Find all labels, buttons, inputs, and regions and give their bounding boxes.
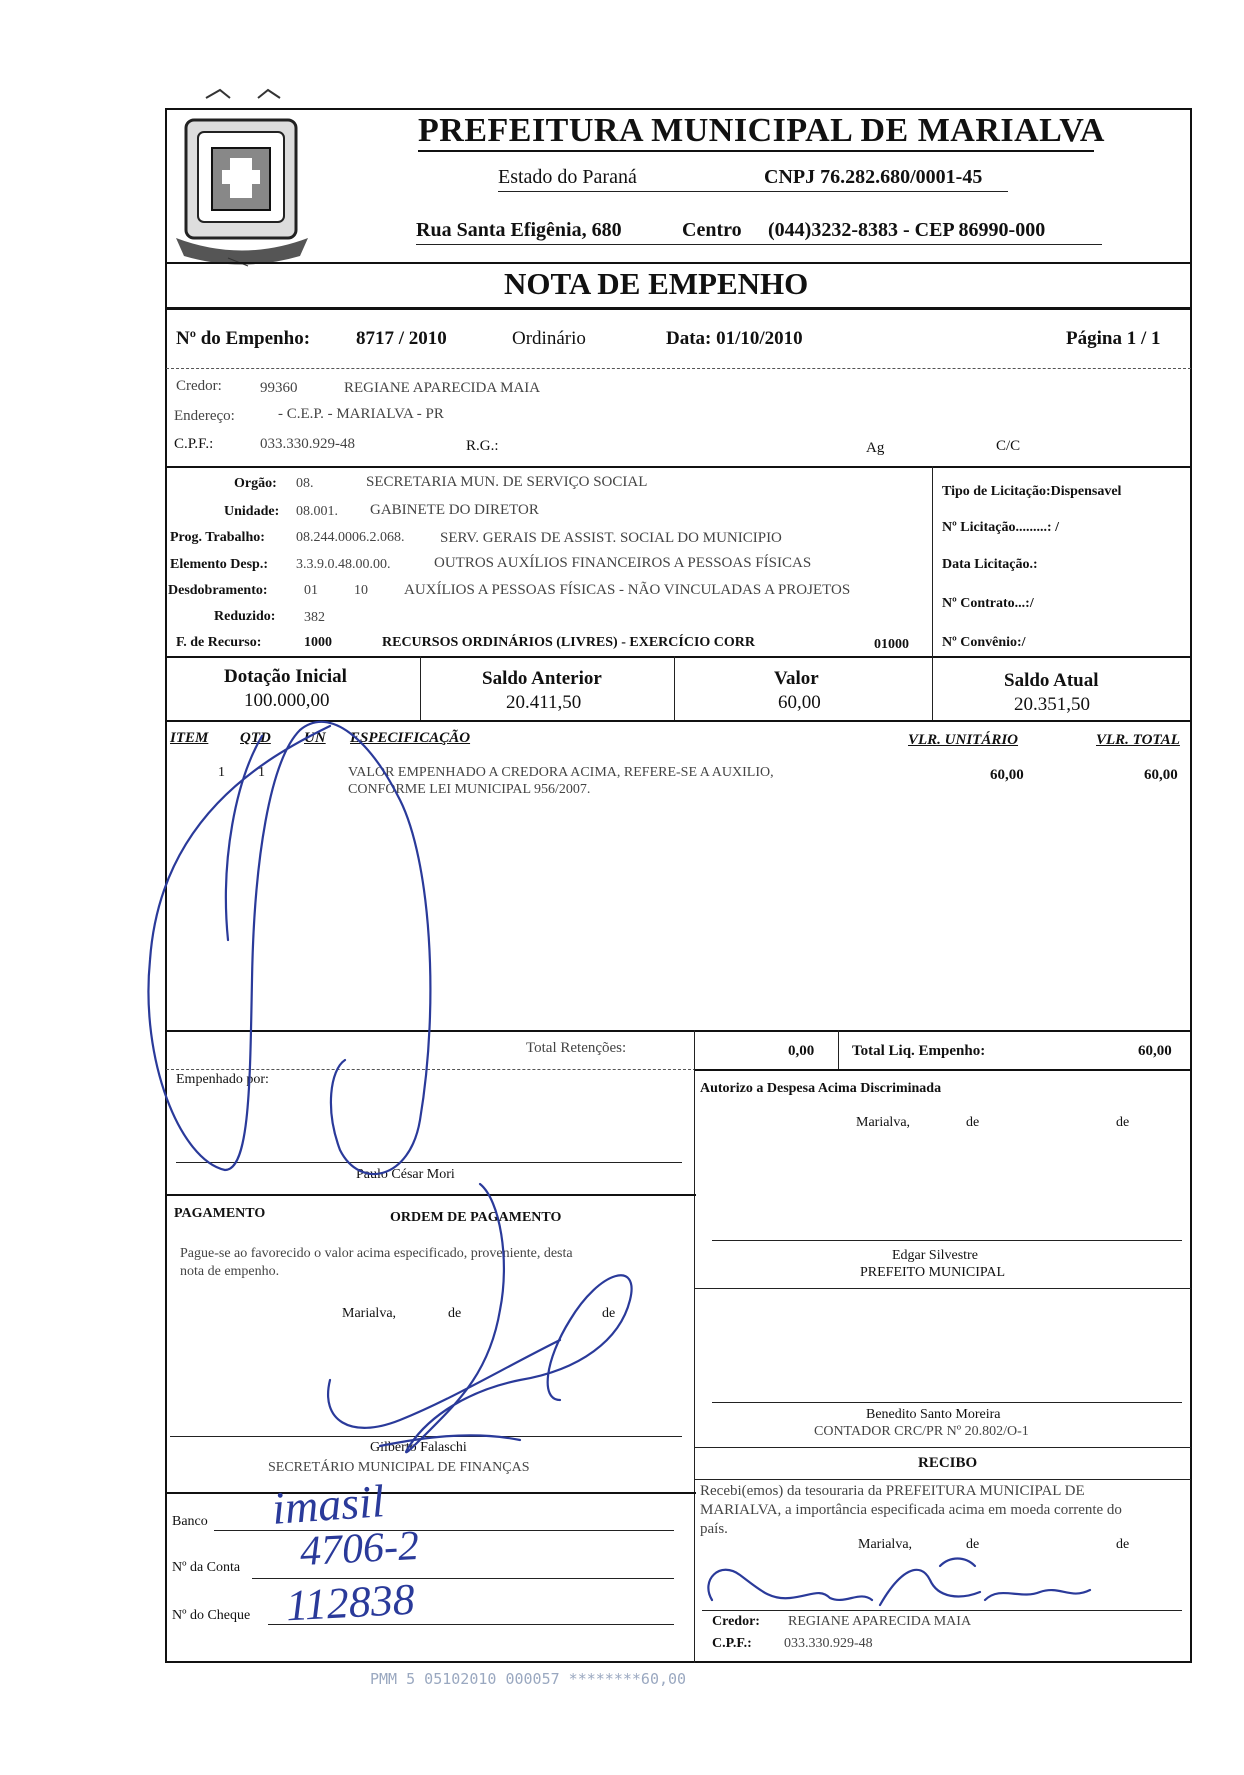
document-title: NOTA DE EMPENHO [504,266,809,301]
tipo-licitacao: Tipo de Licitação:Dispensavel [942,484,1122,499]
data-licitacao: Data Licitação.: [942,557,1038,572]
empenho-type: Ordinário [512,328,586,349]
cheque-label: Nº do Cheque [172,1608,251,1623]
page-number: Página 1 / 1 [1066,328,1161,349]
valor-label: Valor [774,668,819,689]
column-total-value: VLR. TOTAL [1096,732,1180,748]
endereco-label: Endereço: [174,408,235,424]
account-label: C/C [996,438,1021,454]
recibo-cpf-value: 033.330.929-48 [784,1636,873,1651]
pagamento-city: Marialva, [342,1306,397,1321]
coat-of-arms-logo [168,88,316,268]
total-liquido-value: 60,00 [1138,1043,1172,1059]
agency-label: Ag [866,440,885,456]
ordem-pagamento-title: ORDEM DE PAGAMENTO [390,1210,562,1225]
pagamento-de2: de [602,1306,616,1321]
pagamento-text-line1: Pague-se ao favorecido o valor acima especificado, proveniente, desta [180,1246,573,1261]
numero-convenio: Nº Convênio:/ [942,635,1026,650]
dotacao-inicial-label: Dotação Inicial [224,666,347,687]
saldo-atual-value: 20.351,50 [1014,694,1090,715]
total-retencoes-value: 0,00 [788,1043,815,1059]
row-qtd: 1 [258,765,265,780]
saldo-atual-label: Saldo Atual [1004,670,1099,691]
autorizo-de1: de [966,1115,980,1130]
valor-value: 60,00 [778,692,821,713]
recurso-code2: 01000 [874,637,909,652]
cpf-label: C.P.F.: [174,436,214,452]
row-spec-line2: CONFORME LEI MUNICIPAL 956/2007. [348,782,591,797]
autorizo-title: Autorizo a Despesa Acima Discriminada [700,1081,942,1096]
empenho-number-label: Nº do Empenho: [176,328,311,349]
recibo-text-line3: país. [700,1521,728,1537]
recibo-cpf-label: C.P.F.: [712,1636,752,1651]
column-unit-value: VLR. UNITÁRIO [908,732,1019,748]
elemento-desc: OUTROS AUXÍLIOS FINANCEIROS A PESSOAS FÍSICAS [434,555,812,571]
prog-trabalho-code: 08.244.0006.2.068. [296,530,405,545]
recurso-code: 1000 [304,635,332,650]
contador-name: Benedito Santo Moreira [866,1407,1001,1422]
recibo-title: RECIBO [918,1455,978,1471]
desdobramento-desc: AUXÍLIOS A PESSOAS FÍSICAS - NÃO VINCULADAS A PROJETOS [404,582,851,598]
endereco: - C.E.P. - MARIALVA - PR [278,406,444,422]
empenho-date: Data: 01/10/2010 [666,328,803,349]
empenhado-por-name: Paulo César Mori [356,1167,455,1182]
column-un: UN [304,730,326,746]
saldo-anterior-value: 20.411,50 [506,692,582,713]
empenhado-por-label: Empenhado por: [176,1072,269,1087]
desdobramento-code1: 01 [304,583,318,598]
handwritten-bank: imasil [270,1475,387,1534]
footer-stamp: PMM 5 05102010 000057 ********60,00 [370,1670,687,1688]
row-item: 1 [218,765,225,780]
phone-cep: (044)3232-8383 - CEP 86990-000 [768,219,1046,241]
autorizo-city: Marialva, [856,1115,911,1130]
prefeito-role: PREFEITO MUNICIPAL [860,1265,1006,1280]
orgao-label: Orgão: [234,476,277,491]
empenho-number: 8717 / 2010 [356,328,447,349]
credor-name: REGIANE APARECIDA MAIA [344,380,541,396]
municipality-title: PREFEITURA MUNICIPAL DE MARIALVA [418,112,1105,149]
recurso-label: F. de Recurso: [176,635,262,650]
district: Centro [682,219,742,241]
total-retencoes-label: Total Retenções: [526,1040,627,1056]
desdobramento-label: Desdobramento: [168,583,268,598]
saldo-anterior-label: Saldo Anterior [482,668,602,689]
cnpj: CNPJ 76.282.680/0001-45 [764,166,983,188]
handwritten-account: 4706-2 [298,1522,421,1576]
unidade-label: Unidade: [224,504,280,519]
unidade-desc: GABINETE DO DIRETOR [370,502,539,518]
recibo-credor-label: Credor: [712,1614,760,1629]
orgao-code: 08. [296,476,314,491]
recibo-credor-name: REGIANE APARECIDA MAIA [788,1614,972,1629]
recurso-desc: RECURSOS ORDINÁRIOS (LIVRES) - EXERCÍCIO CORR [382,635,755,650]
row-unit-value: 60,00 [990,767,1024,783]
recibo-text-line2: MARIALVA, a importância especificada acima em moeda corrente do [700,1502,1122,1518]
recibo-de2: de [1116,1537,1130,1552]
prefeito-name: Edgar Silvestre [892,1248,978,1263]
prog-trabalho-desc: SERV. GERAIS DE ASSIST. SOCIAL DO MUNICIPIO [440,530,782,546]
row-spec-line1: VALOR EMPENHADO A CREDORA ACIMA, REFERE-SE A AUXILIO, [348,765,774,780]
reduzido-label: Reduzido: [214,609,276,624]
secretario-name: Gilberto Falaschi [370,1440,467,1455]
credor-code: 99360 [260,380,298,396]
orgao-desc: SECRETARIA MUN. DE SERVIÇO SOCIAL [366,474,648,490]
pagamento-text-line2: nota de empenho. [180,1264,280,1279]
numero-contrato: Nº Contrato...:/ [942,596,1034,611]
elemento-label: Elemento Desp.: [170,557,268,572]
pagamento-de1: de [448,1306,462,1321]
state-name: Estado do Paraná [498,166,637,188]
contador-role: CONTADOR CRC/PR Nº 20.802/O-1 [814,1424,1029,1439]
pagamento-label: PAGAMENTO [174,1206,266,1221]
address: Rua Santa Efigênia, 680 [416,219,622,241]
desdobramento-code2: 10 [354,583,368,598]
secretario-role: SECRETÁRIO MUNICIPAL DE FINANÇAS [268,1460,530,1475]
recibo-city: Marialva, [858,1537,913,1552]
row-total-value: 60,00 [1144,767,1178,783]
cpf: 033.330.929-48 [260,436,355,452]
unidade-code: 08.001. [296,504,338,519]
handwritten-cheque: 112838 [284,1574,416,1631]
recibo-text-line1: Recebi(emos) da tesouraria da PREFEITURA MUNICIPAL DE [700,1483,1085,1499]
numero-licitacao: Nº Licitação.........: / [942,520,1059,535]
credor-label: Credor: [176,378,222,394]
column-especificacao: ESPECIFICAÇÃO [350,730,471,746]
elemento-code: 3.3.9.0.48.00.00. [296,557,391,572]
total-liquido-label: Total Liq. Empenho: [852,1043,986,1059]
recibo-de1: de [966,1537,980,1552]
prog-trabalho-label: Prog. Trabalho: [170,530,265,545]
column-qtd: QTD [240,730,271,746]
conta-label: Nº da Conta [172,1560,241,1575]
reduzido-code: 382 [304,610,325,625]
rg-label: R.G.: [466,438,499,454]
banco-label: Banco [172,1514,208,1529]
autorizo-de2: de [1116,1115,1130,1130]
dotacao-inicial-value: 100.000,00 [244,690,330,711]
column-item: ITEM [170,730,209,746]
